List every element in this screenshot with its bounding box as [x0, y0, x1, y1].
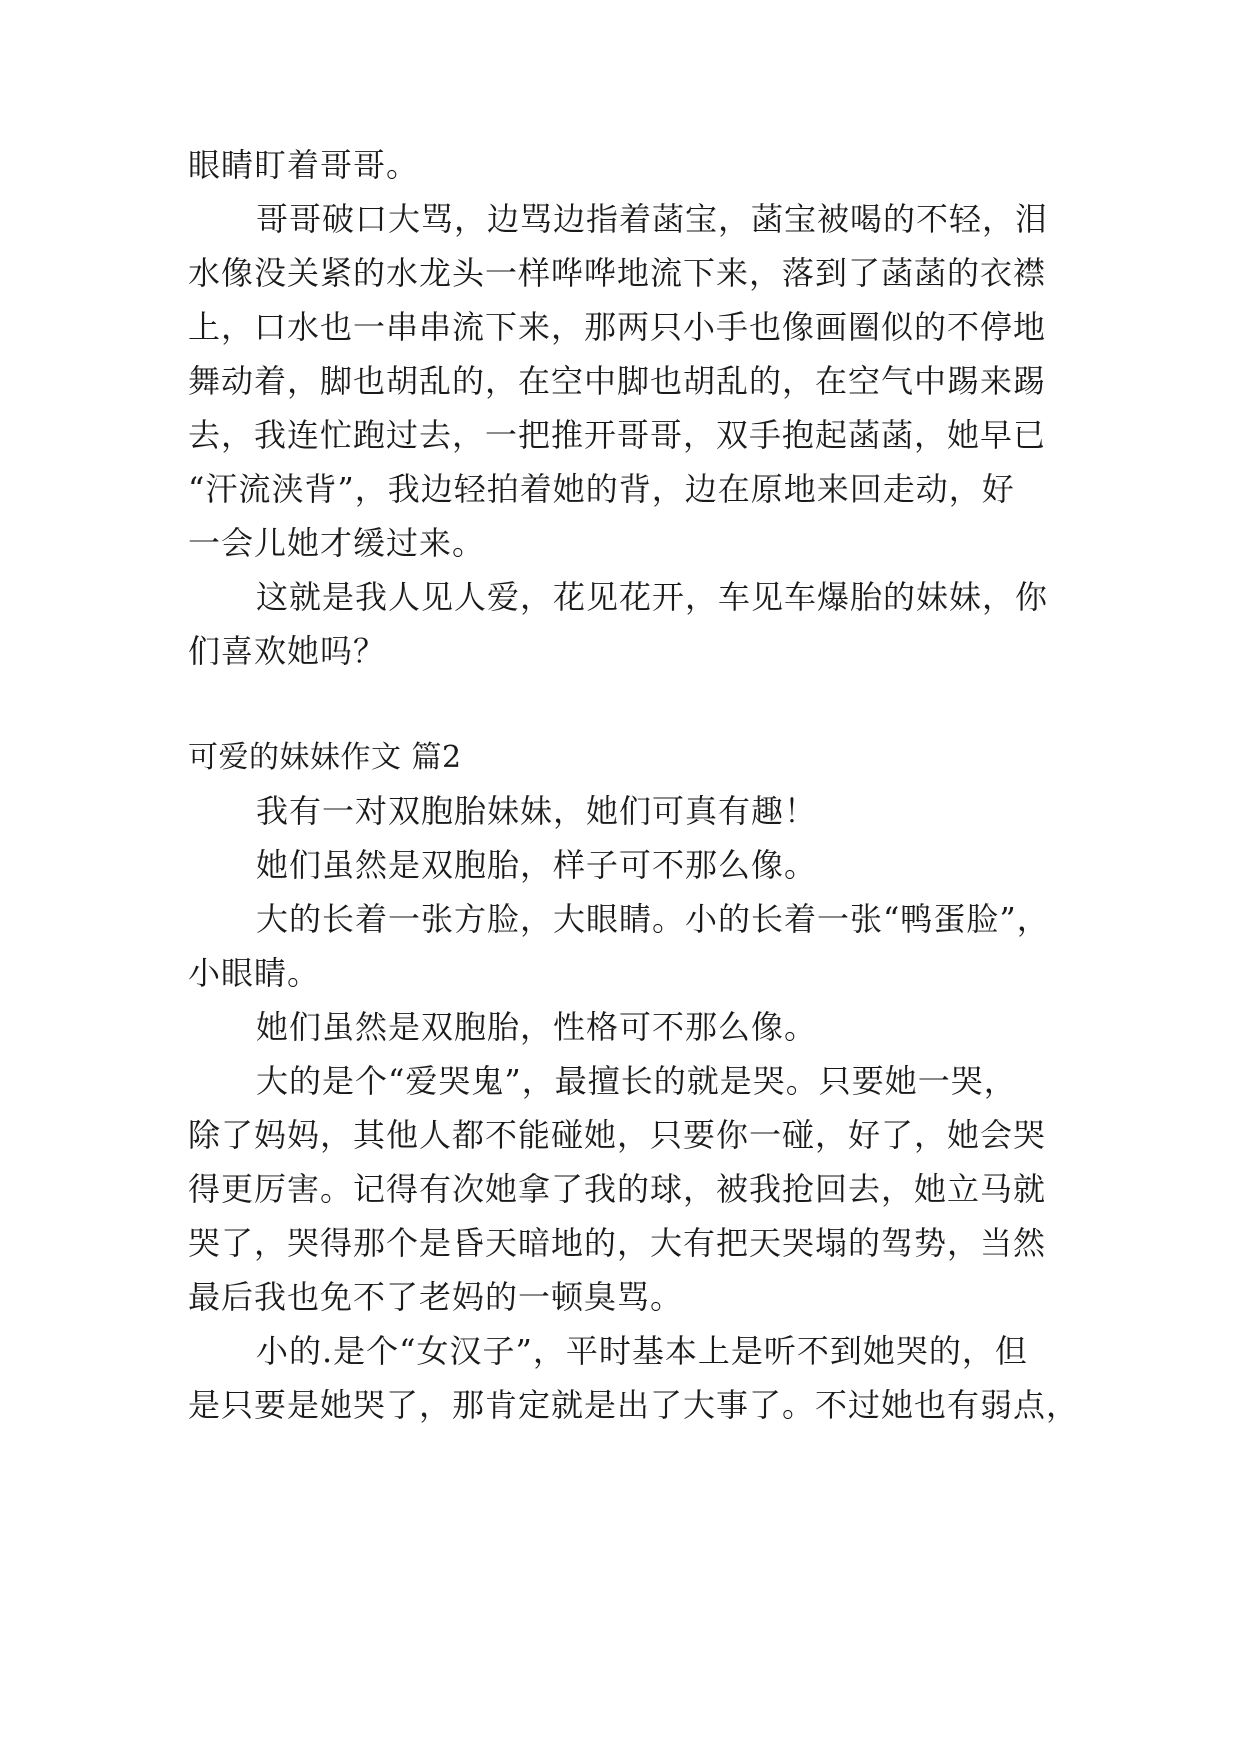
- text-line: 去，我连忙跑过去，一把推开哥哥，双手抱起菡菡，她早已: [188, 416, 1047, 454]
- text-line: 是只要是她哭了，那肯定就是出了大事了。不过她也有弱点，: [188, 1386, 1080, 1424]
- text-line: 舞动着，脚也胡乱的，在空中脚也胡乱的，在空气中踢来踢: [188, 362, 1047, 400]
- text-line: 上，口水也一串串流下来，那两只小手也像画圈似的不停地: [188, 308, 1047, 346]
- text-line: 眼睛盯着哥哥。: [188, 146, 420, 184]
- text-line: 哭了，哭得那个是昏天暗地的，大有把天哭塌的驾势，当然: [188, 1224, 1047, 1262]
- text-line: 最后我也免不了老妈的一顿臭骂。: [188, 1278, 684, 1316]
- text-line: 小的.是个“女汉子”，平时基本上是听不到她哭的，但: [256, 1332, 1028, 1370]
- text-line: 她们虽然是双胞胎，样子可不那么像。: [256, 846, 818, 884]
- text-line: 我有一对双胞胎妹妹，她们可真有趣！: [256, 792, 818, 830]
- section-heading: 可爱的妹妹作文 篇2: [188, 740, 462, 775]
- text-line: 们喜欢她吗？: [188, 632, 387, 670]
- text-line: “汗流浃背”，我边轻拍着她的背，边在原地来回走动，好: [188, 470, 1015, 508]
- text-line: 得更厉害。记得有次她拿了我的球，被我抢回去，她立马就: [188, 1170, 1047, 1208]
- text-line: 小眼睛。: [188, 954, 321, 992]
- text-line: 一会儿她才缓过来。: [188, 524, 486, 562]
- text-line: 这就是我人见人爱，花见花开，车见车爆胎的妹妹，你: [256, 578, 1049, 616]
- text-line: 大的是个“爱哭鬼”，最擅长的就是哭。只要她一哭，: [256, 1062, 1017, 1100]
- text-line: 除了妈妈，其他人都不能碰她，只要你一碰，好了，她会哭: [188, 1116, 1047, 1154]
- text-line: 哥哥破口大骂，边骂边指着菡宝，菡宝被喝的不轻，泪: [256, 200, 1049, 238]
- text-line: 她们虽然是双胞胎，性格可不那么像。: [256, 1008, 818, 1046]
- text-line: 水像没关紧的水龙头一样哗哗地流下来，落到了菡菡的衣襟: [188, 254, 1047, 292]
- text-line: 大的长着一张方脸，大眼睛。小的长着一张“鸭蛋脸”，: [256, 900, 1050, 938]
